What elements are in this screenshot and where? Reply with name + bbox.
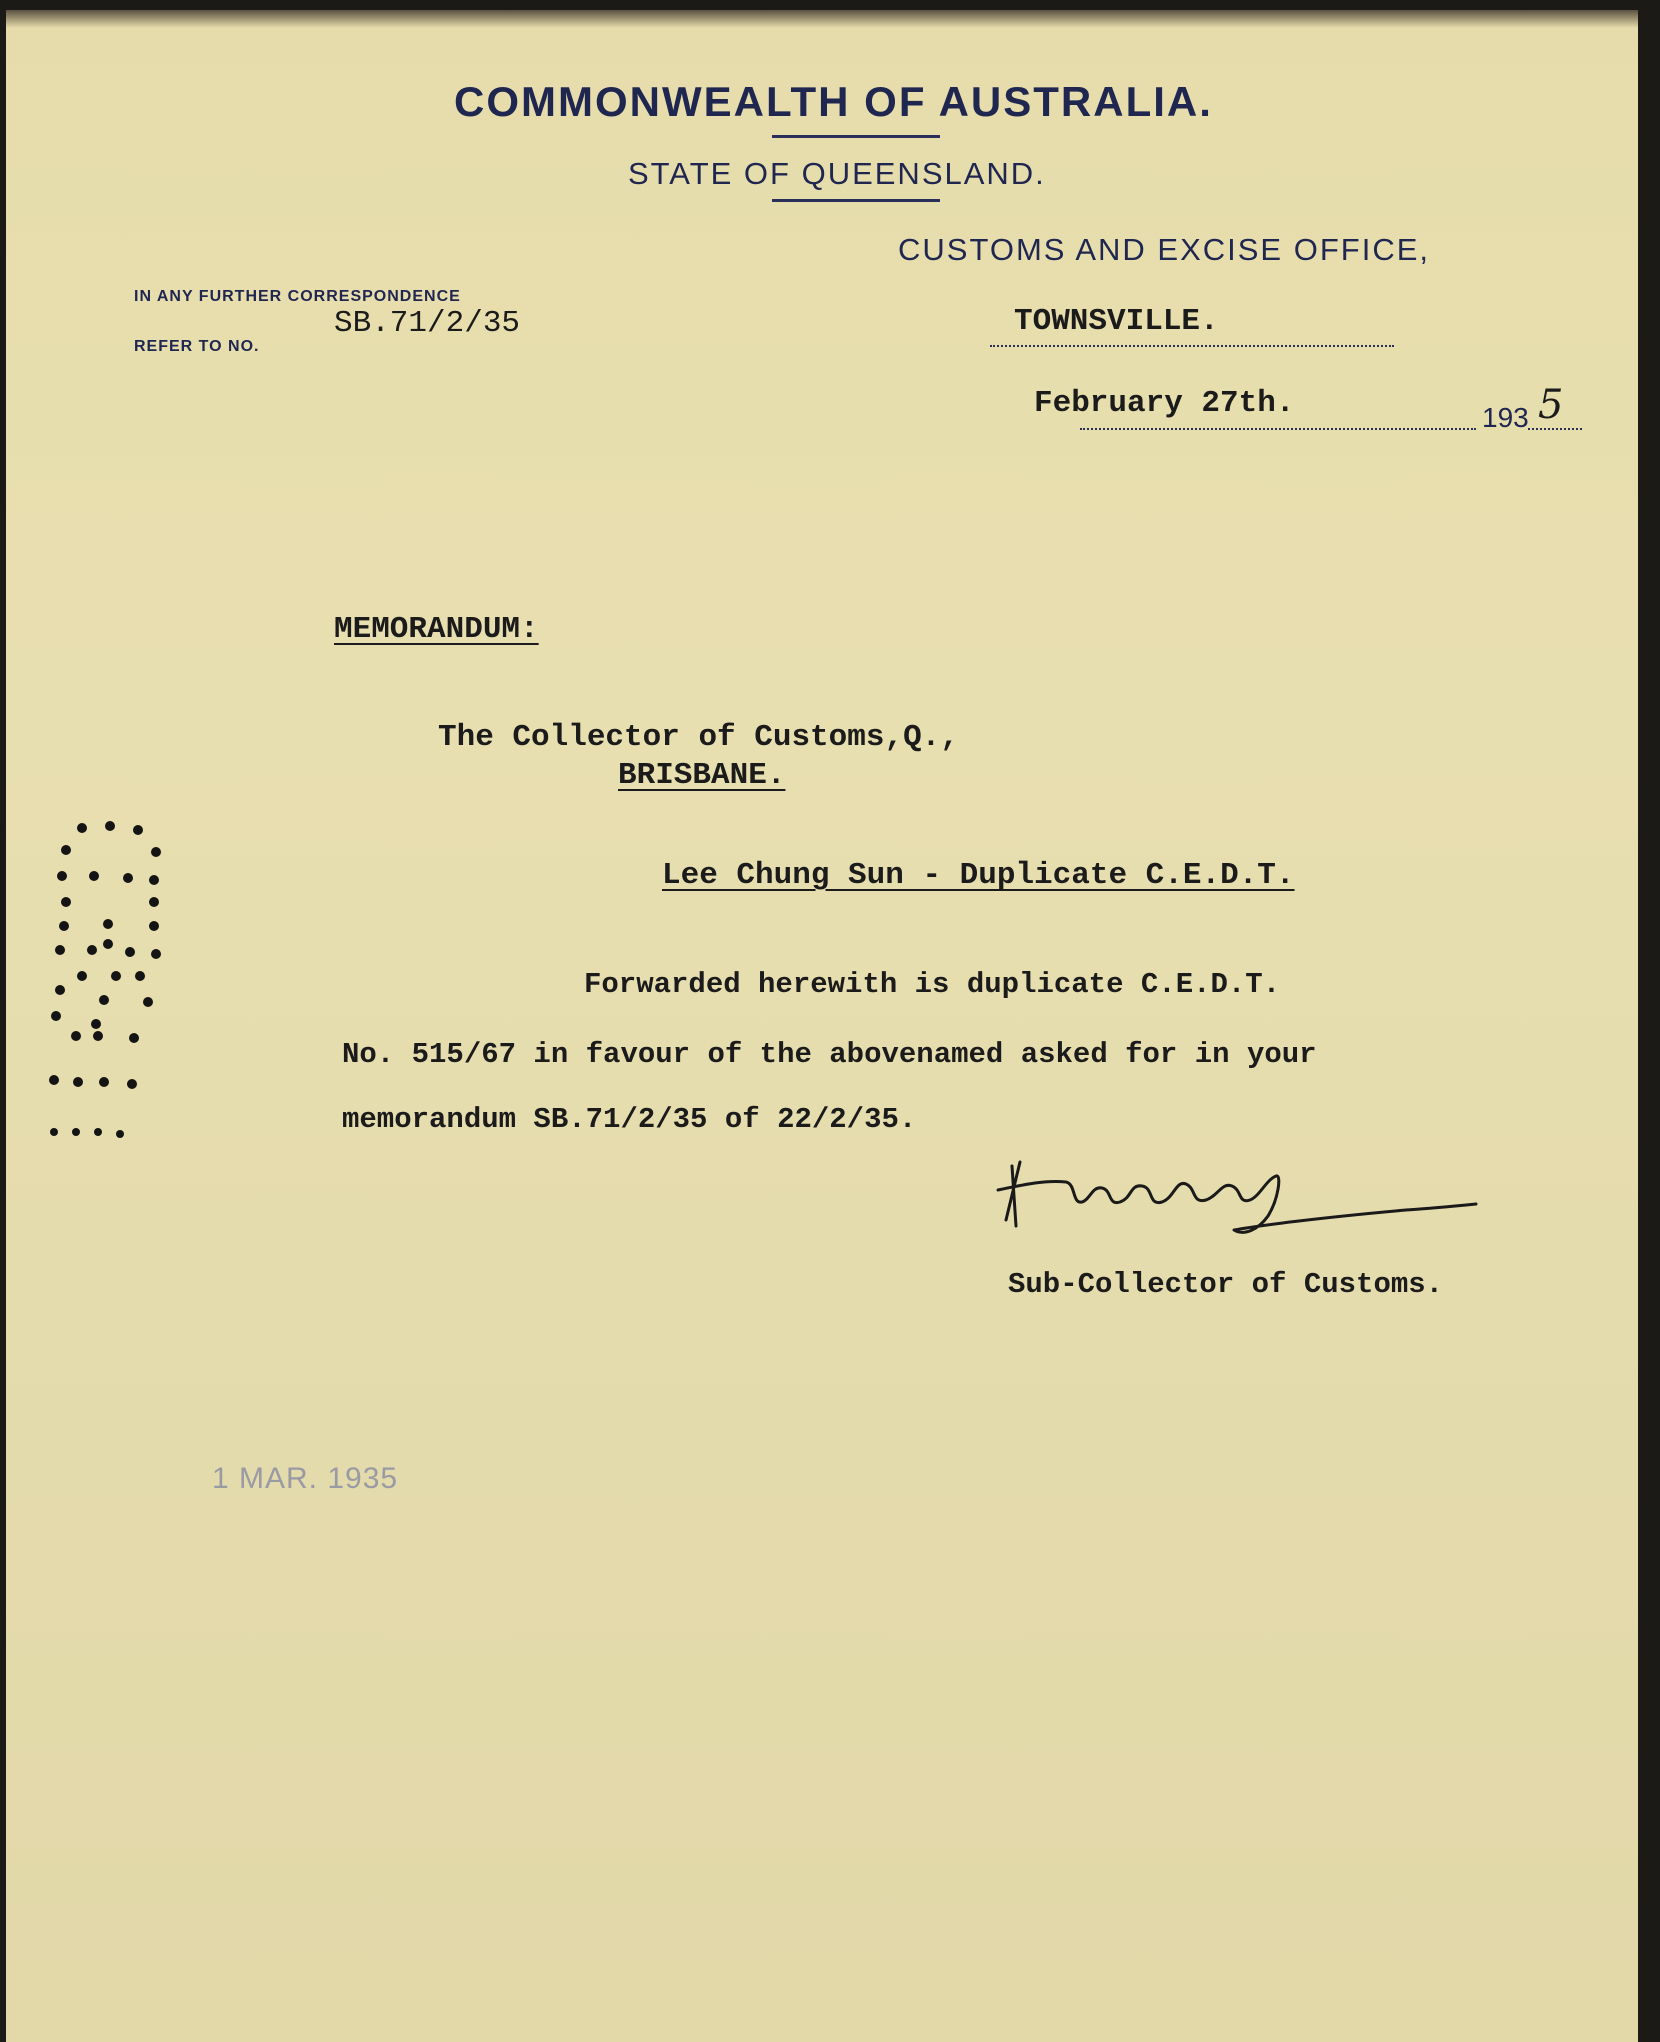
place-rule [990, 345, 1394, 347]
memo-subject: Lee Chung Sun - Duplicate C.E.D.T. [662, 858, 1295, 893]
state-rule [772, 199, 940, 202]
letterhead-office: CUSTOMS AND EXCISE OFFICE, [898, 232, 1431, 267]
refer-line-2: REFER TO NO. [134, 338, 260, 355]
signature-image [986, 1140, 1506, 1240]
body-line-2: No. 515/67 in favour of the abovenamed asked for in your [342, 1038, 1317, 1071]
place-name: TOWNSVILLE. [1014, 304, 1219, 339]
reference-number: SB.71/2/35 [334, 306, 521, 341]
refer-line-1: IN ANY FURTHER CORRESPONDENCE [134, 288, 461, 305]
body-line-3: memorandum SB.71/2/35 of 22/2/35. [342, 1103, 917, 1136]
letterhead-state: STATE OF QUEENSLAND. [628, 156, 1046, 191]
signatory-title: Sub-Collector of Customs. [1008, 1268, 1444, 1301]
memo-heading: MEMORANDUM: [334, 612, 539, 647]
year-prefix: 193 [1482, 402, 1529, 433]
date-rule [1080, 428, 1476, 430]
punch-holes [36, 810, 186, 1170]
year-suffix: 5 [1538, 382, 1564, 428]
year-rule [1528, 428, 1582, 430]
addressee-line-1: The Collector of Customs,Q., [438, 720, 959, 755]
received-date-stamp: 1 MAR. 1935 [212, 1462, 399, 1495]
addressee-line-2: BRISBANE. [618, 758, 786, 793]
body-line-1: Forwarded herewith is duplicate C.E.D.T. [584, 968, 1281, 1001]
date-day: February 27th. [1034, 386, 1295, 421]
document-sheet [6, 10, 1638, 2042]
letterhead-title: COMMONWEALTH OF AUSTRALIA. [454, 78, 1213, 125]
title-rule [772, 135, 940, 138]
